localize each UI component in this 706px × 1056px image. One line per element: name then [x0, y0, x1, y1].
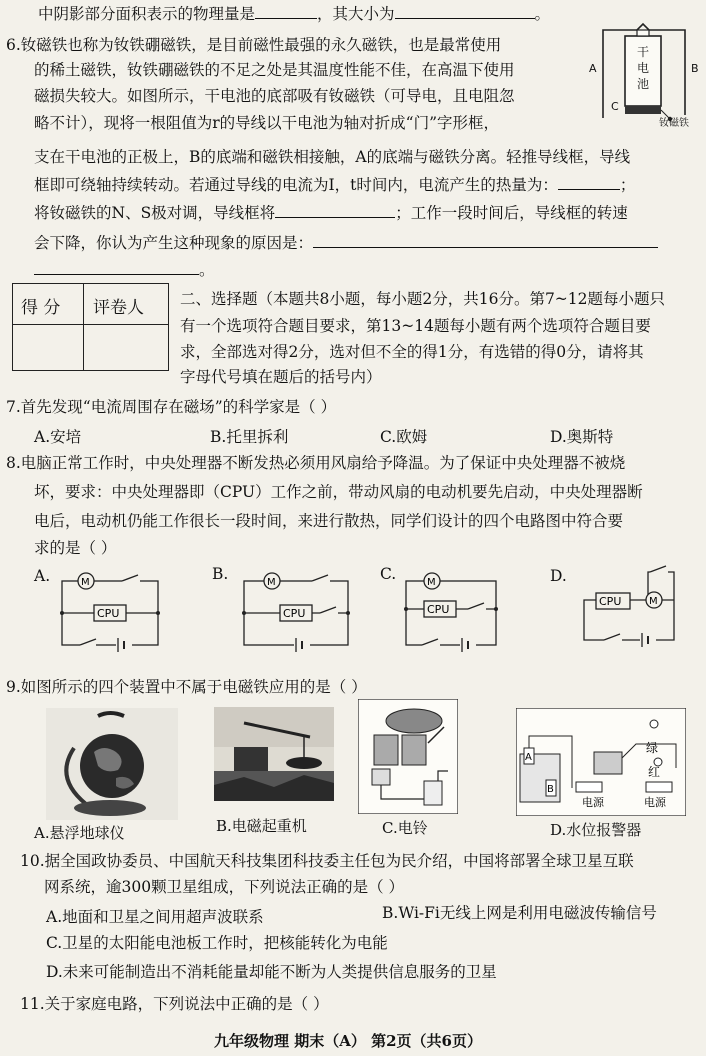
top-text-a: 中阴影部分面积表示的物理量是 [38, 5, 256, 23]
q8-line: 坏，要求：中央处理器即（CPU）工作之前，带动风扇的电动机要先启动，中央处理器断 [34, 483, 643, 501]
answer-blank[interactable] [558, 175, 620, 190]
score-table [12, 283, 169, 371]
motor-label: M [427, 577, 436, 588]
battery-text: 池 [637, 77, 650, 91]
q9-option-c[interactable]: C.电铃 [382, 819, 428, 837]
q6-line: 6.钕磁铁也称为钕铁硼磁铁，是目前磁性最强的永久磁铁，也是最常使用 [6, 36, 502, 54]
electric-bell-image [358, 699, 458, 814]
section2-line: 求，全部选对得2分，选对但不全的得1分，有选错的得0分，请将其 [180, 343, 644, 361]
crane-image [214, 707, 334, 801]
q6-line-text: 将钕磁铁的N、S极对调，导线框将 [34, 204, 276, 222]
section2-heading: 二、选择题（本题共8小题，每小题2分，共16分。第7~12题每小题只 [180, 290, 666, 308]
label-b: B [691, 62, 699, 75]
q6-line: 磁损失较大。如图所示，干电池的底部吸有钕磁铁（可导电，且电阻忽 [34, 87, 515, 105]
alarm-green: 绿 [646, 741, 659, 755]
q9-option-d[interactable]: D.水位报警器 [550, 821, 642, 839]
q11-stem: 11.关于家庭电路，下列说法中正确的是（ ） [20, 995, 329, 1013]
circuit-d [578, 560, 688, 652]
alarm-label-a: A [525, 752, 532, 763]
q10-option-d[interactable]: D.未来可能制造出不消耗能量却能不断为人类提供信息服务的卫星 [46, 963, 497, 981]
magnet-label: 钕磁铁 [659, 118, 689, 129]
q8-line: 电后，电动机仍能工作很长一段时间，来进行散热，同学们设计的四个电路图中符合要 [34, 512, 624, 530]
q7-option-d[interactable]: D.奥斯特 [550, 428, 614, 446]
motor-label: M [81, 577, 90, 588]
q9-stem: 9.如图所示的四个装置中不属于电磁铁应用的是（ ） [6, 678, 367, 696]
q7-option-a[interactable]: A.安培 [34, 428, 82, 446]
alarm-label-b: B [547, 784, 554, 795]
answer-blank[interactable] [395, 4, 535, 19]
answer-blank[interactable] [255, 4, 317, 19]
q10-line: 10.据全国政协委员、中国航天科技集团科技委主任包为民介绍，中国将部署全球卫星互联 [20, 852, 634, 870]
circuit-a [58, 562, 163, 654]
circuit-b [240, 562, 352, 654]
grader-input[interactable] [84, 325, 168, 369]
q10-option-a[interactable]: A.地面和卫星之间用超声波联系 [46, 908, 264, 926]
label-c: C [611, 100, 619, 113]
q6-line-end: ； [619, 176, 636, 194]
q6-line: 支在干电池的正极上，B的底端和磁铁相接触，A的底端与磁铁分离。轻推导线框，导线 [34, 148, 631, 166]
q9-option-a[interactable]: A.悬浮地球仪 [34, 824, 125, 842]
q6-line [34, 175, 635, 195]
q10-option-b[interactable]: B.Wi-Fi无线上网是利用电磁波传输信号 [382, 904, 657, 922]
battery-cap [637, 30, 649, 36]
magnet [625, 106, 661, 114]
q8-option-b[interactable]: B. [212, 565, 229, 583]
q6-line: 略不计），现将一根阻值为r的导线以干电池为轴对折成“门”字形框， [34, 114, 500, 132]
top-text-b: ，其大小为 [317, 5, 395, 23]
q6-line-text: 会下降，你认为产生这种现象的原因是： [34, 234, 314, 252]
q6-line [34, 260, 215, 280]
q6-line: 的稀土磁铁，钕铁硼磁铁的不足之处是其温度性能不佳，在高温下使用 [34, 61, 515, 79]
q8-line: 8.电脑正常工作时，中央处理器不断发热必须用风扇给予降温。为了保证中央处理器不被烧 [6, 454, 626, 472]
q7-option-b[interactable]: B.托里拆利 [210, 428, 289, 446]
circuit-c [402, 562, 502, 654]
cpu-label: CPU [97, 607, 120, 620]
motor-label: M [267, 577, 276, 588]
battery-text: 电 [637, 61, 650, 75]
section2-line: 有一个选项符合题目要求，第13~14题每小题有两个选项符合题目要 [180, 317, 651, 335]
battery-magnet-figure [585, 20, 703, 130]
q6-line-text: 框即可绕轴持续转动。若通过导线的电流为I，t时间内，电流产生的热量为： [34, 176, 558, 194]
cpu-label: CPU [283, 607, 306, 620]
q10-line: 网系统，逾300颗卫星组成，下列说法正确的是（ ） [44, 878, 405, 896]
floating-globe-image [46, 708, 178, 820]
q6-line-text: ；工作一段时间后，导线框的转速 [395, 204, 628, 222]
water-alarm-image [516, 708, 686, 816]
score-input[interactable] [13, 325, 83, 369]
answer-blank[interactable] [313, 233, 658, 248]
q7-stem: 7.首先发现“电流周围存在磁场”的科学家是（ ） [6, 398, 337, 416]
q10-option-c[interactable]: C.卫星的太阳能电池板工作时，把核能转化为电能 [46, 934, 388, 952]
q8-option-a[interactable]: A. [34, 567, 51, 585]
q7-option-c[interactable]: C.欧姆 [380, 428, 428, 446]
q6-line [34, 203, 628, 223]
q8-option-c[interactable]: C. [380, 565, 397, 583]
q6-line [34, 233, 658, 253]
top-text-c: 。 [534, 5, 551, 23]
q8-option-d[interactable]: D. [550, 567, 567, 585]
answer-blank[interactable] [34, 260, 199, 275]
q8-line: 求的是（ ） [34, 539, 117, 557]
score-label: 得 分 [21, 298, 61, 318]
section2-line: 字母代号填在题后的括号内） [180, 368, 382, 386]
q6-line-end: 。 [199, 261, 215, 279]
motor-label: M [649, 596, 658, 607]
q9-option-b[interactable]: B.电磁起重机 [216, 817, 307, 835]
alarm-power-left: 电源 [582, 796, 604, 809]
answer-blank[interactable] [275, 203, 395, 218]
page-footer: 九年级物理 期末（A） 第2页（共6页） [214, 1032, 482, 1050]
alarm-power-right: 电源 [644, 796, 666, 809]
battery-text: 干 [637, 45, 650, 59]
cpu-label: CPU [427, 603, 450, 616]
cpu-label: CPU [599, 595, 622, 608]
label-a: A [589, 62, 597, 75]
grader-label: 评卷人 [93, 298, 144, 318]
top-line [38, 4, 550, 24]
alarm-red: 红 [648, 765, 661, 779]
